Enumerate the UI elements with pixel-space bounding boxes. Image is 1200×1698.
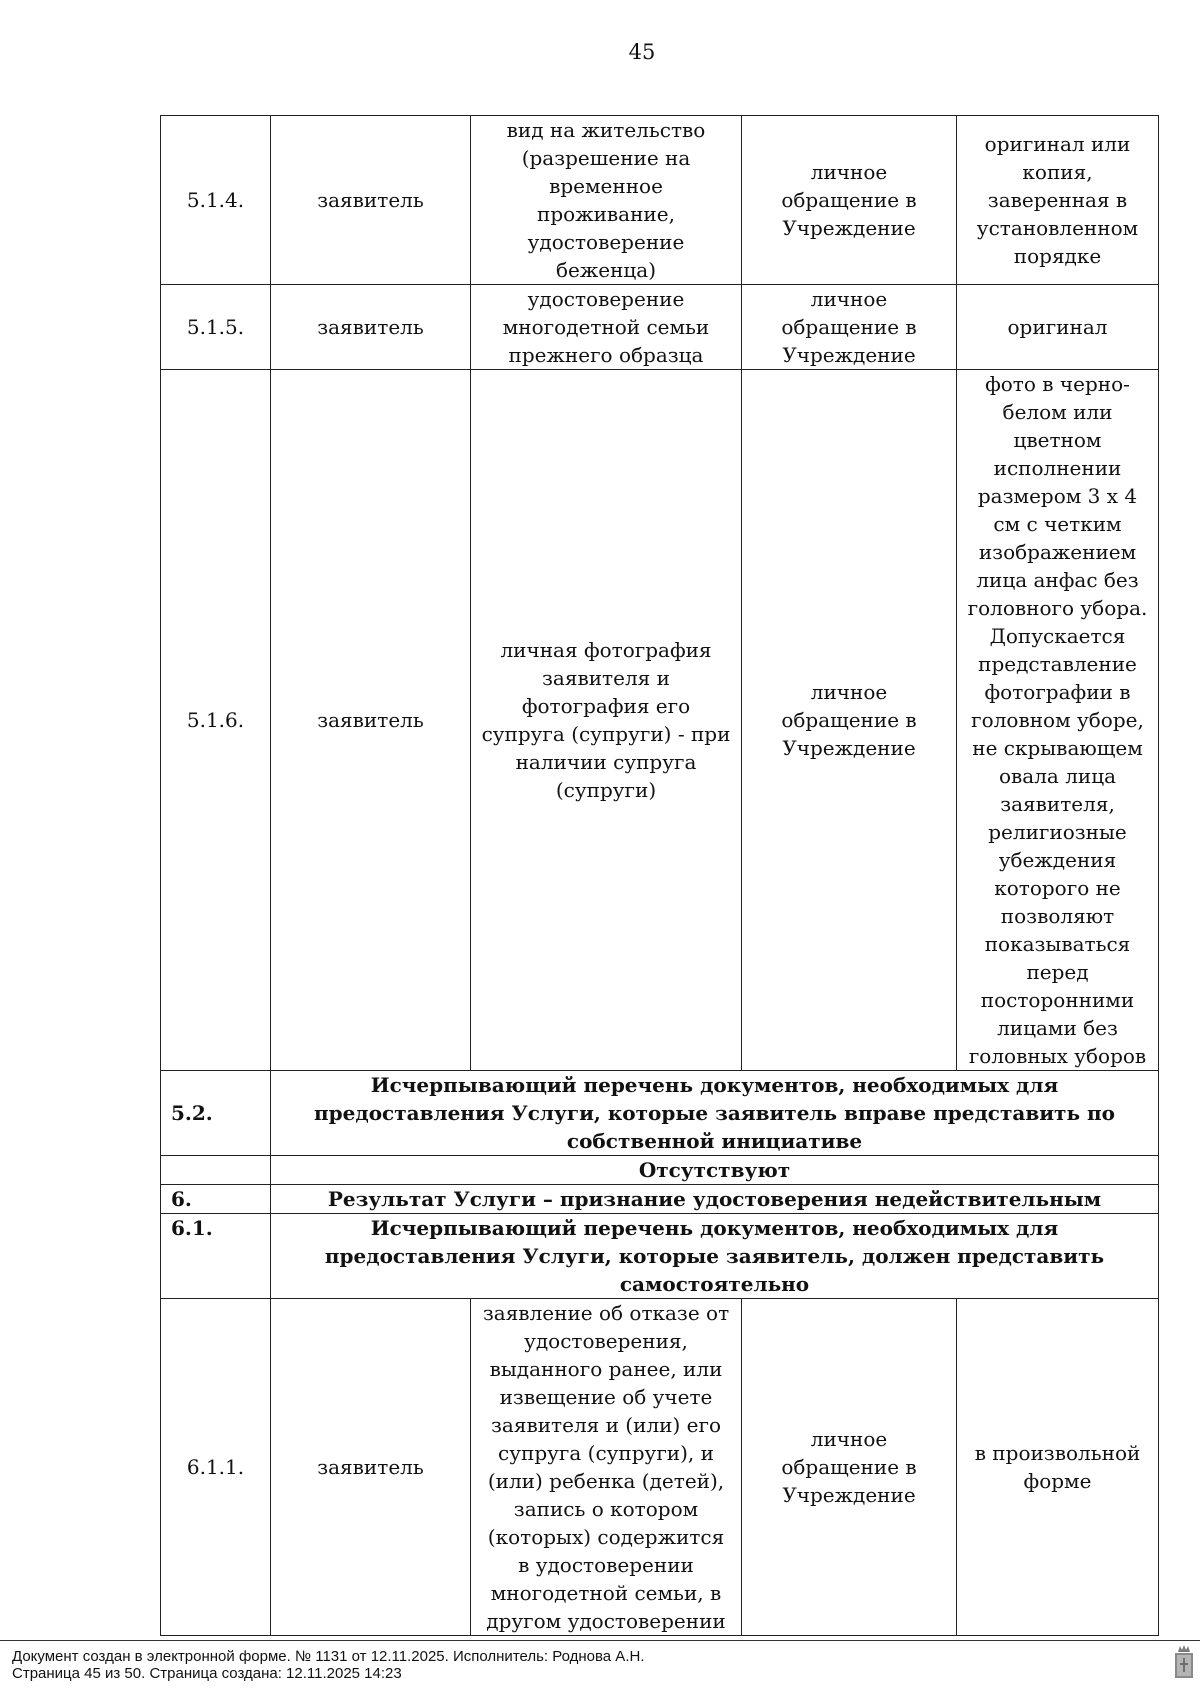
table-row xyxy=(161,116,1159,285)
document-form-cell: в произвольной форме xyxy=(957,1299,1159,1636)
absent-label: Отсутствуют xyxy=(271,1156,1159,1185)
section-row xyxy=(161,1156,1159,1185)
submission-method-cell: личное обращение в Учреждение xyxy=(742,116,957,285)
footer xyxy=(12,1648,644,1682)
submission-method-cell: личное обращение в Учреждение xyxy=(742,1299,957,1636)
document-form-cell: оригинал xyxy=(957,285,1159,370)
emblem-icon xyxy=(1174,1643,1194,1679)
footer-line-2: Страница 45 из 50. Страница создана: 12.11.2025 14:23 xyxy=(12,1665,402,1682)
applicant-cell: заявитель xyxy=(271,1299,471,1636)
row-number: 5.1.6. xyxy=(161,370,271,1071)
document-cell: удостоверение многодетной семьи прежнего образца xyxy=(471,285,742,370)
row-number: 6.1.1. xyxy=(161,1299,271,1636)
table-row xyxy=(161,1299,1159,1636)
section-row xyxy=(161,1071,1159,1156)
footer-divider xyxy=(0,1640,1200,1641)
services-documents-table xyxy=(160,115,1159,1636)
section-number: 6.1. xyxy=(161,1214,271,1299)
section-number: 5.2. xyxy=(161,1071,271,1156)
document-form-cell: фото в черно-белом или цветном исполнении размером 3 х 4 см с четким изображением лица анфас без головного убора. Допускается представление фотографии в головном уборе, не скрывающем овала лица заявителя, религиозные убеждения которого не позволяют показываться перед посторонними лицами без головных уборов xyxy=(957,370,1159,1071)
applicant-cell: заявитель xyxy=(271,285,471,370)
row-number: 5.1.5. xyxy=(161,285,271,370)
document-cell: вид на жительство (разрешение на временное проживание, удостоверение беженца) xyxy=(471,116,742,285)
submission-method-cell: личное обращение в Учреждение xyxy=(742,285,957,370)
row-number: 5.1.4. xyxy=(161,116,271,285)
applicant-cell: заявитель xyxy=(271,370,471,1071)
table-row xyxy=(161,370,1159,1071)
section-number: 6. xyxy=(161,1185,271,1214)
applicant-cell: заявитель xyxy=(271,116,471,285)
section-heading: Результат Услуги – признание удостоверения недействительным xyxy=(271,1185,1159,1214)
section-row xyxy=(161,1185,1159,1214)
page-number: 45 xyxy=(628,40,656,64)
section-heading: Исчерпывающий перечень документов, необходимых для предоставления Услуги, которые заявитель, должен представить самостоятельно xyxy=(271,1214,1159,1299)
table-row xyxy=(161,285,1159,370)
empty-number-cell xyxy=(161,1156,271,1185)
document-cell: заявление об отказе от удостоверения, выданного ранее, или извещение об учете заявителя и (или) его супруга (супруги), и (или) ребенка (детей), запись о котором (которых) содержится в удостоверении многодетной семьи, в другом удостоверении xyxy=(471,1299,742,1636)
document-cell: личная фотография заявителя и фотография его супруга (супруги) - при наличии супруга (супруги) xyxy=(471,370,742,1071)
document-form-cell: оригинал или копия, заверенная в установленном порядке xyxy=(957,116,1159,285)
footer-line-1: Документ создан в электронной форме. № 1131 от 12.11.2025. Исполнитель: Роднова А.Н. xyxy=(12,1648,645,1665)
submission-method-cell: личное обращение в Учреждение xyxy=(742,370,957,1071)
section-row xyxy=(161,1214,1159,1299)
section-heading: Исчерпывающий перечень документов, необходимых для предоставления Услуги, которые заявитель вправе представить по собственной инициативе xyxy=(271,1071,1159,1156)
